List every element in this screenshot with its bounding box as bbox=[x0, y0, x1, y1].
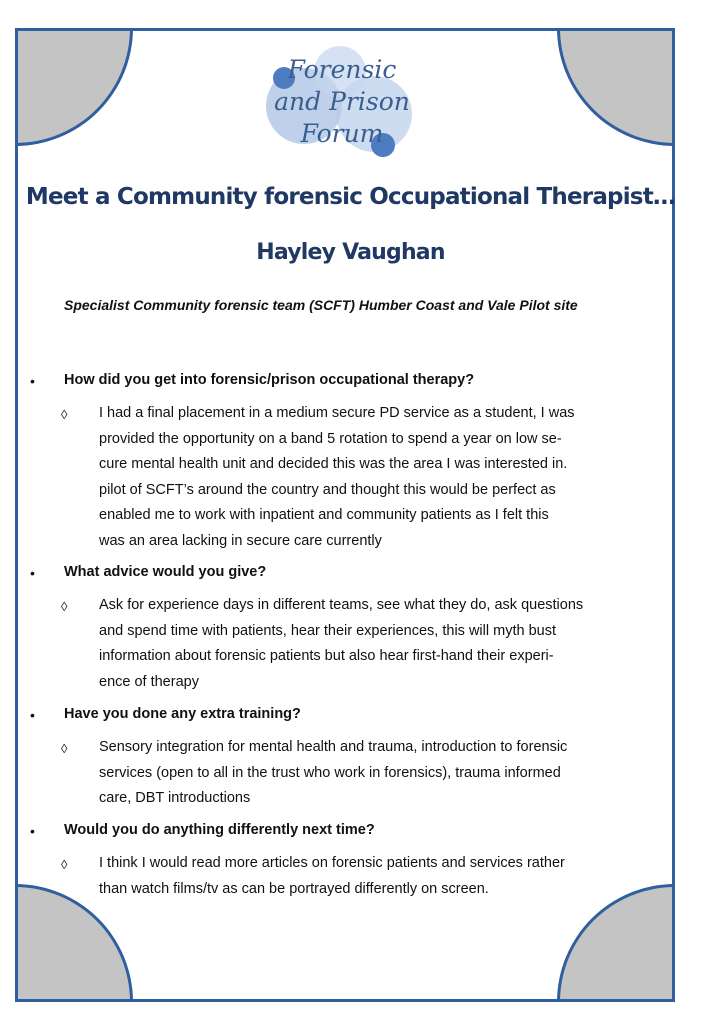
answer-line: I had a final placement in a medium secure PD service as a student, I was bbox=[99, 405, 575, 421]
answer bbox=[99, 401, 639, 554]
answer-line: Sensory integration for mental health and trauma, introduction to forensic bbox=[99, 739, 568, 755]
answer-line: enabled me to work with inpatient and community patients as I felt this bbox=[99, 507, 549, 523]
question: What advice would you give? bbox=[64, 564, 267, 580]
corner-decoration-top-right bbox=[557, 28, 675, 146]
answer-marker: ◊ bbox=[61, 857, 68, 872]
question: Would you do anything differently next time? bbox=[64, 822, 375, 838]
bullet: • bbox=[30, 373, 35, 389]
question: Have you done any extra training? bbox=[64, 706, 301, 722]
logo-line-1: Forensic bbox=[287, 55, 397, 84]
page-title: Meet a Community forensic Occupational Therapist… bbox=[25, 184, 676, 210]
logo-text bbox=[262, 54, 422, 150]
answer-marker: ◊ bbox=[61, 741, 68, 756]
answer-line: provided the opportunity on a band 5 rotation to spend a year on low se- bbox=[99, 430, 562, 447]
answer-marker: ◊ bbox=[61, 407, 68, 422]
answer-line: was an area lacking in secure care currently bbox=[99, 532, 382, 549]
logo-line-3: Forum bbox=[300, 119, 384, 148]
answer bbox=[99, 593, 639, 695]
answer-line: than watch films/tv as can be portrayed differently on screen. bbox=[99, 880, 489, 897]
answer-line: care, DBT introductions bbox=[99, 790, 251, 806]
forum-logo bbox=[262, 44, 422, 164]
answer-line: I think I would read more articles on forensic patients and services rather bbox=[99, 855, 565, 871]
corner-decoration-top-left bbox=[15, 28, 133, 146]
answer-line: information about forensic patients but also hear first-hand their experi- bbox=[99, 648, 554, 664]
answer-line: Ask for experience days in different teams, see what they do, ask questions bbox=[99, 597, 584, 613]
answer-marker: ◊ bbox=[61, 599, 68, 614]
bullet: • bbox=[30, 565, 35, 581]
logo-line-2: and Prison bbox=[274, 87, 410, 116]
therapist-name: Hayley Vaughan bbox=[256, 240, 445, 265]
question: How did you get into forensic/prison occupational therapy? bbox=[64, 372, 475, 388]
answer bbox=[99, 735, 639, 812]
answer-line: and spend time with patients, hear their experiences, this will myth bust bbox=[99, 622, 556, 639]
answer-line: services (open to all in the trust who work in forensics), trauma informed bbox=[99, 764, 561, 781]
answer-line: pilot of SCFT’s around the country and thought this would be perfect as bbox=[99, 481, 556, 498]
team-subtitle: Specialist Community forensic team (SCFT) Humber Coast and Vale Pilot site bbox=[64, 297, 578, 313]
bullet: • bbox=[30, 707, 35, 723]
answer-line: ence of therapy bbox=[99, 673, 199, 690]
answer bbox=[99, 851, 639, 902]
answer-line: cure mental health unit and decided this was the area I was interested in. bbox=[99, 456, 568, 472]
bullet: • bbox=[30, 823, 35, 839]
